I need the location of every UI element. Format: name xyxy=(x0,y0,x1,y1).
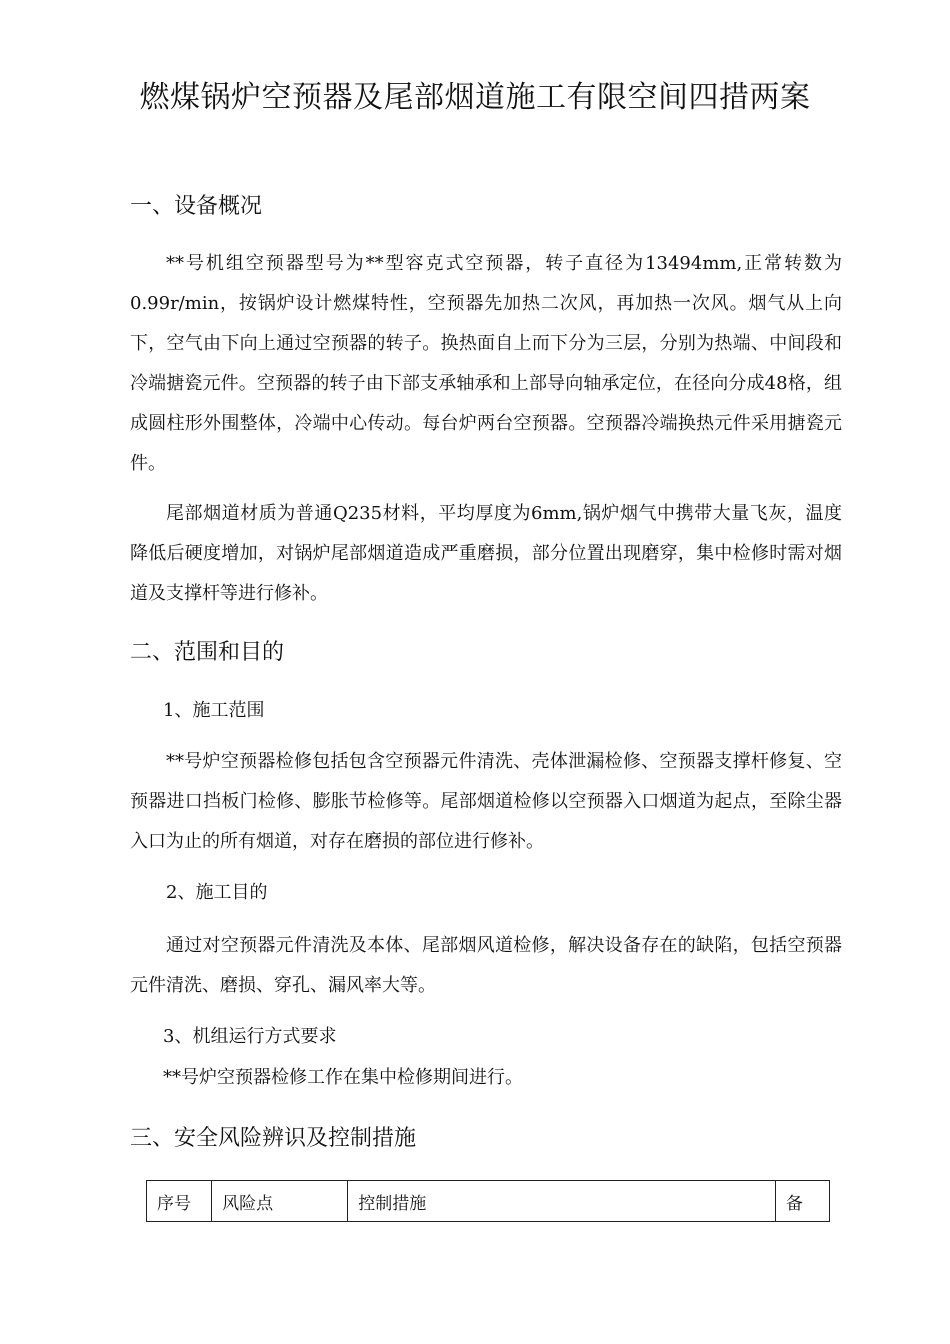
section-heading-scope-purpose: 二、范围和目的 xyxy=(130,640,285,665)
section-heading-safety-risk: 三、安全风险辨识及控制措施 xyxy=(130,1126,417,1151)
paragraph-flue-duct-overview: 尾部烟道材质为普通Q235材料，平均厚度为6mm,锅炉烟气中携带大量飞灰，温度降低后硬度增加，对锅炉尾部烟道造成严重磨损，部分位置出现磨穿，集中检修时需对烟道及支撑杆等进行修补。 xyxy=(130,503,842,604)
paragraph-construction-scope: **号炉空预器检修包括包含空预器元件清洗、壳体泄漏检修、空预器支撑杆修复、空预器进口挡板门检修、膨胀节检修等。尾部烟道检修以空预器入口烟道为起点，至除尘器入口为止的所有烟道，对存在磨损的部位进行修补。 xyxy=(130,751,842,852)
subheading-unit-operation-requirements: 3、机组运行方式要求 xyxy=(163,1026,337,1047)
subheading-construction-purpose: 2、施工目的 xyxy=(166,882,268,903)
risk-control-table xyxy=(146,1180,830,1222)
section-heading-equipment-overview: 一、设备概况 xyxy=(130,194,263,219)
table-header-row xyxy=(147,1181,830,1222)
table-header-remarks: 备 xyxy=(775,1181,829,1222)
paragraph-air-preheater-overview: **号机组空预器型号为**型容克式空预器，转子直径为13494mm,正常转数为0.99r/min，按锅炉设计燃煤特性，空预器先加热二次风，再加热一次风。烟气从上向下，空气由下向上通过空预器的转子。换热面自上而下分为三层，分别为热端、中间段和冷端搪瓷元件。空预器的转子由下部支承轴承和上部导向轴承定位，在径向分成48格，组成圆柱形外围整体，冷端中心传动。每台炉两台空预器。空预器冷端换热元件采用搪瓷元件。 xyxy=(130,253,842,474)
subheading-construction-scope: 1、施工范围 xyxy=(163,700,265,721)
document-title: 燃煤锅炉空预器及尾部烟道施工有限空间四措两案 xyxy=(139,80,811,115)
table-header-risk-point: 风险点 xyxy=(212,1181,348,1222)
paragraph-unit-operation-requirements: **号炉空预器检修工作在集中检修期间进行。 xyxy=(163,1067,523,1088)
table-header-control-measures: 控制措施 xyxy=(348,1181,776,1222)
table-header-serial: 序号 xyxy=(147,1181,212,1222)
paragraph-construction-purpose: 通过对空预器元件清洗及本体、尾部烟风道检修，解决设备存在的缺陷，包括空预器元件清洗、磨损、穿孔、漏风率大等。 xyxy=(130,935,842,996)
